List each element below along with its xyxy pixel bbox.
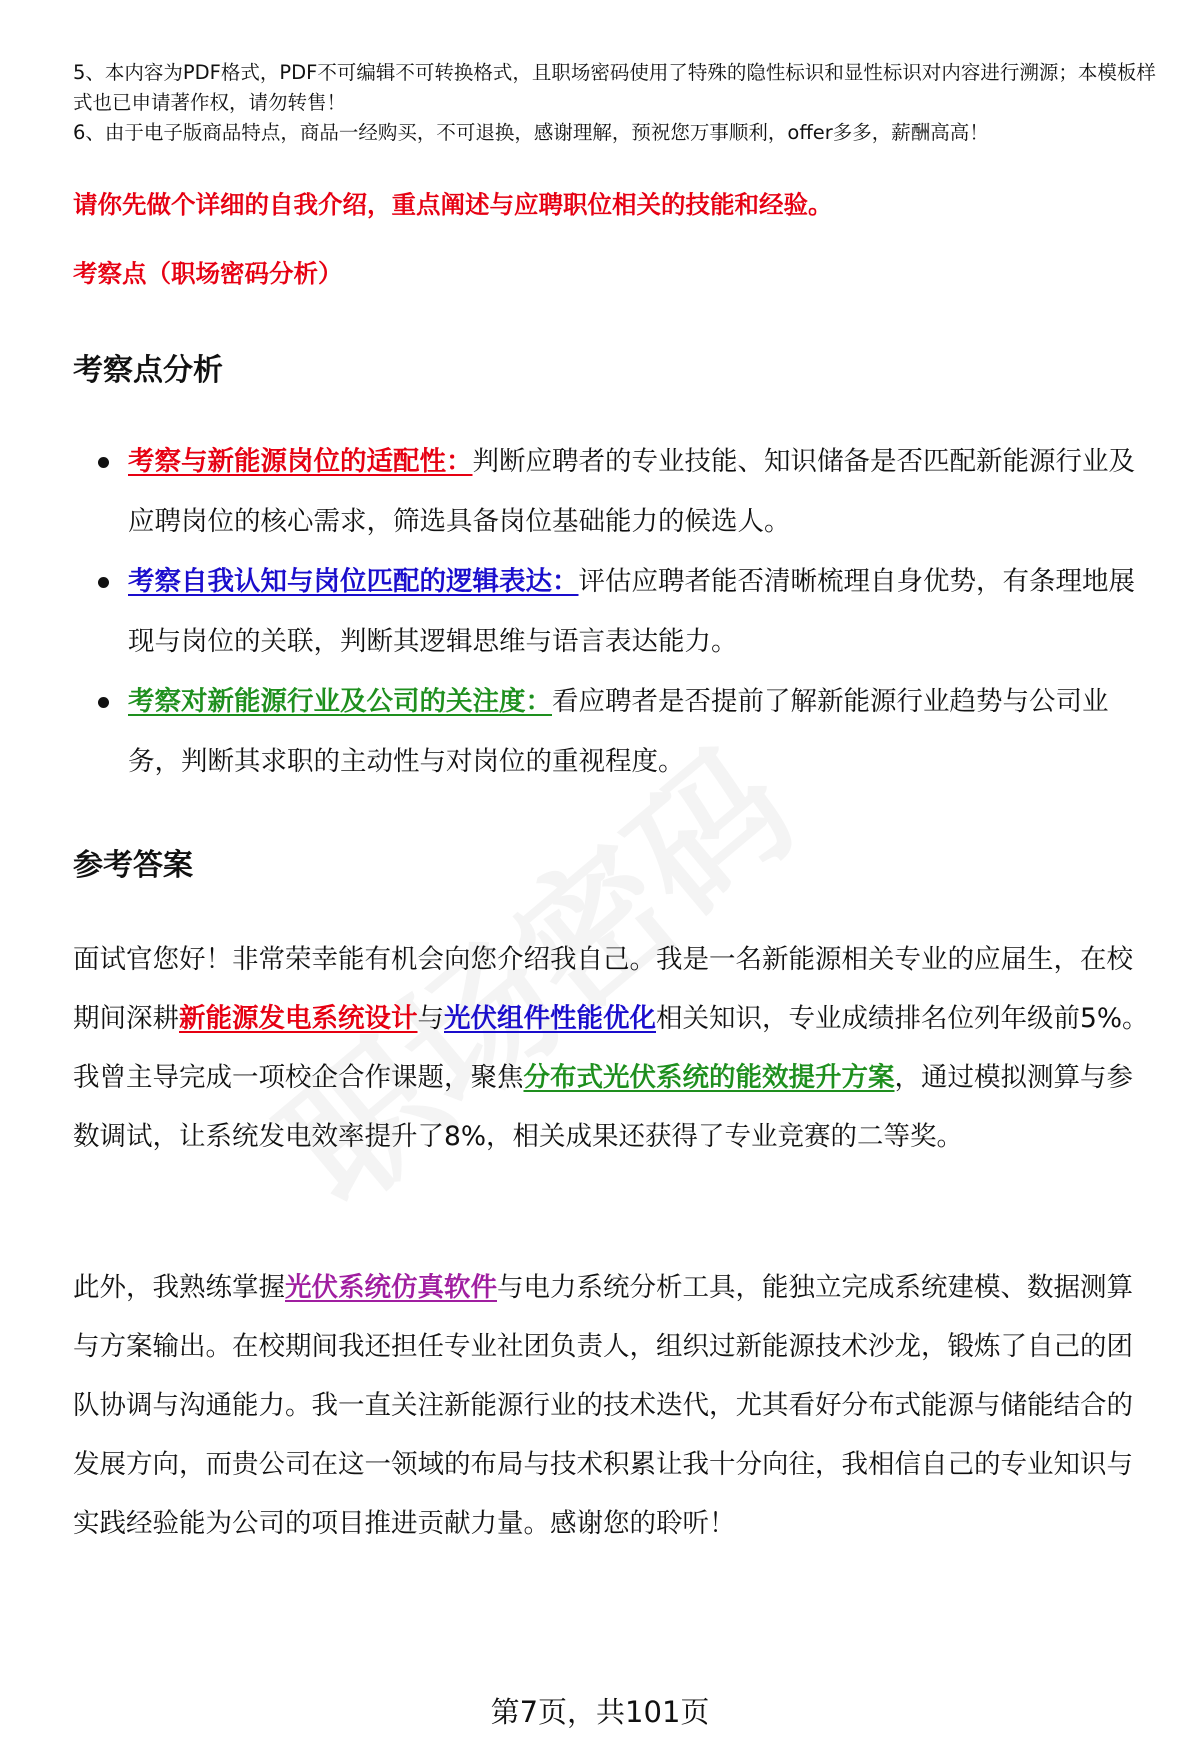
page-footer: 第7页，共101页: [490, 1695, 710, 1729]
analysis-list: [73, 432, 1153, 792]
analysis-item: [73, 552, 1153, 672]
text-span: 面试官您好！非常荣幸能有机会向您介绍我自己。我是一名新能源相关专业的应届生，在校期间深耕: [73, 944, 1133, 1034]
notes-section: [73, 58, 1163, 148]
question-heading: 请你先做个详细的自我介绍，重点阐述与应聘职位相关的技能和经验。: [73, 190, 833, 219]
text-span: 相关知识，专业成绩排名位列年级前5%。我曾主导完成一项校企合作课题，聚焦: [73, 1003, 1149, 1093]
keyword-highlight: 光伏组件性能优化: [444, 1003, 656, 1034]
answer-title: 参考答案: [73, 848, 193, 883]
analysis-item-text: 看应聘者是否提前了解新能源行业趋势与公司业务，判断其求职的主动性与对岗位的重视程度。: [128, 686, 1109, 777]
analysis-item-text: 判断应聘者的专业技能、知识储备是否匹配新能源行业及应聘岗位的核心需求，筛选具备岗位基础能力的候选人。: [128, 446, 1135, 537]
analysis-item-text: 评估应聘者能否清晰梳理自身优势，有条理地展现与岗位的关联，判断其逻辑思维与语言表达能力。: [128, 566, 1135, 657]
answer-paragraph-1: [73, 930, 1153, 1166]
analysis-item: [73, 672, 1153, 792]
keyword-highlight: 新能源发电系统设计: [179, 1003, 418, 1034]
text-span: 此外，我熟练掌握: [73, 1272, 285, 1303]
analysis-item-key: 考察自我认知与岗位匹配的逻辑表达：: [128, 566, 579, 597]
analysis-item: [73, 432, 1153, 552]
analysis-item-key: 考察与新能源岗位的适配性：: [128, 446, 473, 477]
exam-points-subhead: 考察点（职场密码分析）: [73, 259, 343, 288]
bullet-icon: [98, 457, 109, 468]
text-span: ，通过模拟测算与参数调试，让系统发电效率提升了8%，相关成果还获得了专业竞赛的二等奖。: [73, 1062, 1133, 1152]
note-6: 6、由于电子版商品特点，商品一经购买，不可退换，感谢理解，预祝您万事顺利，offer多多，薪酬高高！: [73, 121, 989, 144]
answer-paragraph-2: [73, 1258, 1153, 1553]
keyword-highlight: 光伏系统仿真软件: [285, 1272, 497, 1303]
bullet-icon: [98, 697, 109, 708]
note-5: 5、本内容为PDF格式，PDF不可编辑不可转换格式，且职场密码使用了特殊的隐性标识和显性标识对内容进行溯源；本模板样式也已申请著作权，请勿转售！: [73, 61, 1156, 114]
analysis-item-key: 考察对新能源行业及公司的关注度：: [128, 686, 552, 717]
analysis-title: 考察点分析: [73, 353, 223, 388]
keyword-highlight: 分布式光伏系统的能效提升方案: [523, 1062, 895, 1093]
text-span: 与电力系统分析工具，能独立完成系统建模、数据测算与方案输出。在校期间我还担任专业社团负责人，组织过新能源技术沙龙，锻炼了自己的团队协调与沟通能力。我一直关注新能源行业的技术迭代，尤其看好分布式能源与储能结合的发展方向，而贵公司在这一领域的布局与技术积累让我十分向往，我相信自己的专业知识与实践经验能为公司的项目推进贡献力量。感谢您的聆听！: [73, 1272, 1133, 1539]
bullet-icon: [98, 577, 109, 588]
text-span: 与: [417, 1003, 444, 1034]
